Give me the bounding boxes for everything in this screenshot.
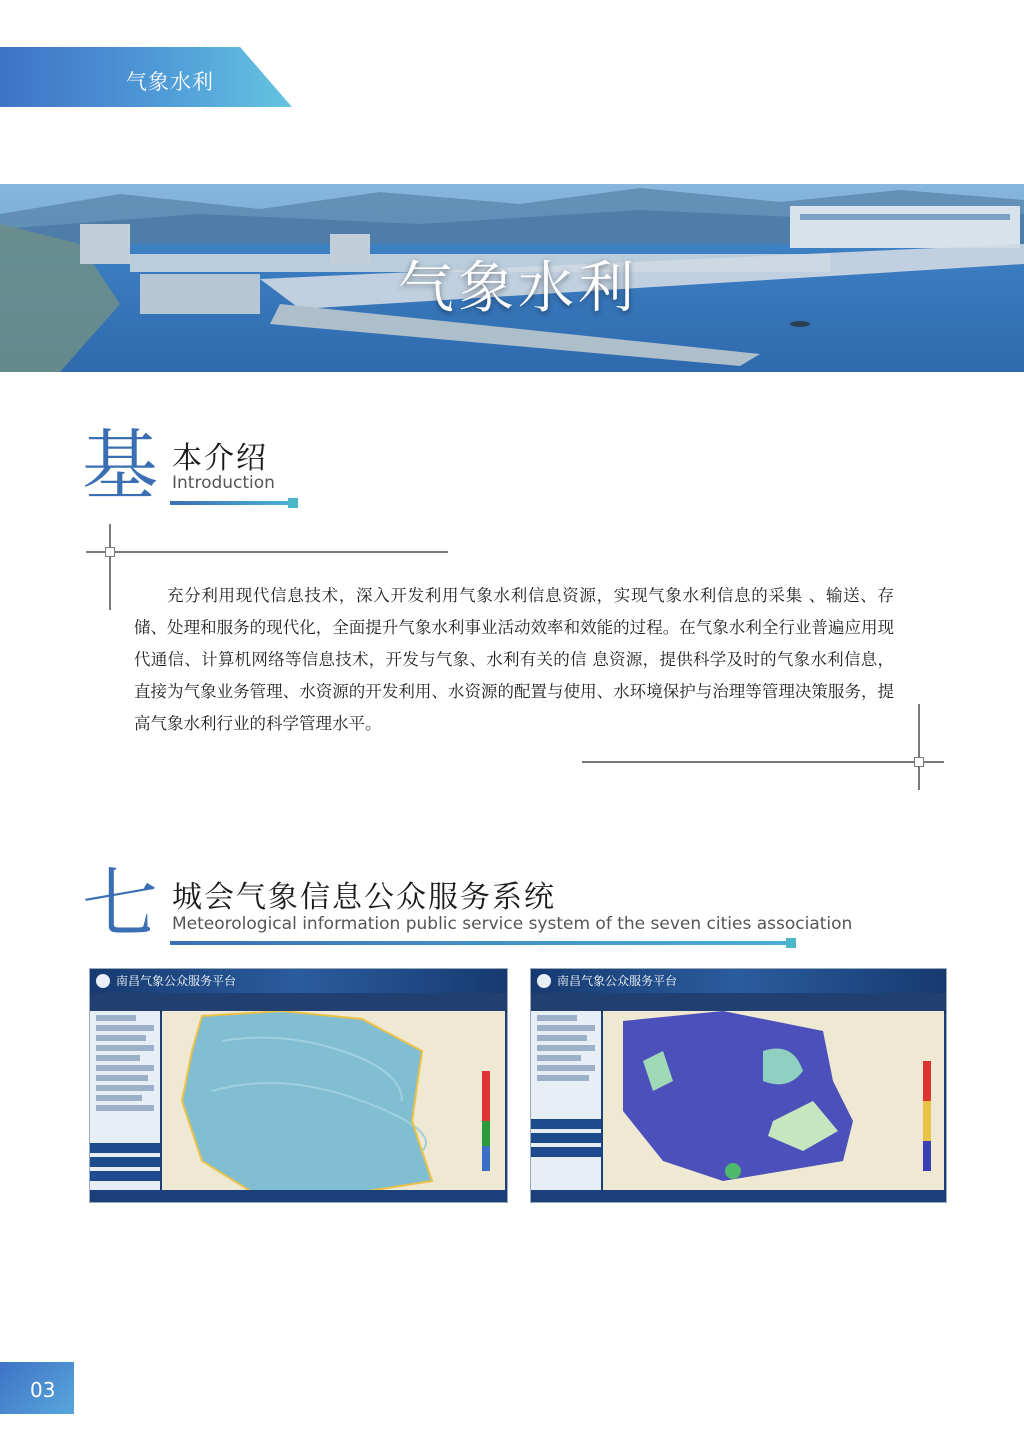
crosshair-square-top [105, 547, 115, 557]
crosshair-square-bottom [914, 757, 924, 767]
system-subtitle: Meteorological information public service system of the seven cities association [172, 914, 853, 934]
system-big-char: 七 [82, 859, 158, 948]
screenshot-left-title: 南昌气象公众服务平台 [116, 974, 237, 988]
system-underline [170, 941, 786, 945]
screenshot-right-toolbar [531, 993, 946, 1012]
banner-title: 气象水利 [398, 256, 638, 321]
crosshair-vertical-top [109, 524, 111, 610]
system-title: 城会气象信息公众服务系统 [172, 880, 556, 915]
platform-logo-icon [96, 974, 110, 988]
screenshot-left-header [90, 969, 507, 993]
screenshot-right-header [531, 969, 946, 993]
intro-subtitle: Introduction [172, 473, 275, 493]
crosshair-horizontal-top [86, 551, 448, 553]
map-right-graphic [603, 1011, 944, 1190]
screenshot-right [530, 968, 947, 1203]
intro-underline-marker [288, 498, 298, 508]
intro-underline [170, 501, 288, 505]
intro-paragraph: 充分利用现代信息技术，深入开发利用气象水利信息资源，实现气象水利信息的采集 、输送、存储、处理和服务的现代化，全面提升气象水利事业活动效率和效能的过程。在气象水利全行业普遍应用现代通信、计算机网络等信息技术，开发与气象、水利有关的信 息资源，提供科学及时的气象水利信息，直接为气象业务管理、水资源的开发利用、水资源的配置与使用、水环境保护与治理等管理决策服务，提高气象水利行业的科学管理水平。 [134, 586, 894, 733]
map-left-graphic [162, 1011, 505, 1190]
crosshair-horizontal-bottom [582, 761, 944, 763]
screenshot-left-toolbar [90, 993, 507, 1012]
screenshot-left [89, 968, 508, 1203]
screenshot-left-sidebar [90, 1011, 160, 1190]
screenshot-left-map [162, 1011, 505, 1190]
platform-logo-icon [537, 974, 551, 988]
intro-title: 本介绍 [172, 441, 268, 476]
screenshot-right-sidebar [531, 1011, 601, 1190]
system-underline-marker [786, 938, 796, 948]
header-tab-label: 气象水利 [126, 70, 214, 94]
screenshot-right-title: 南昌气象公众服务平台 [557, 974, 678, 988]
page-number: 03 [30, 1378, 56, 1402]
crosshair-vertical-bottom [918, 704, 920, 790]
screenshot-right-map [603, 1011, 944, 1190]
intro-big-char: 基 [82, 421, 158, 510]
